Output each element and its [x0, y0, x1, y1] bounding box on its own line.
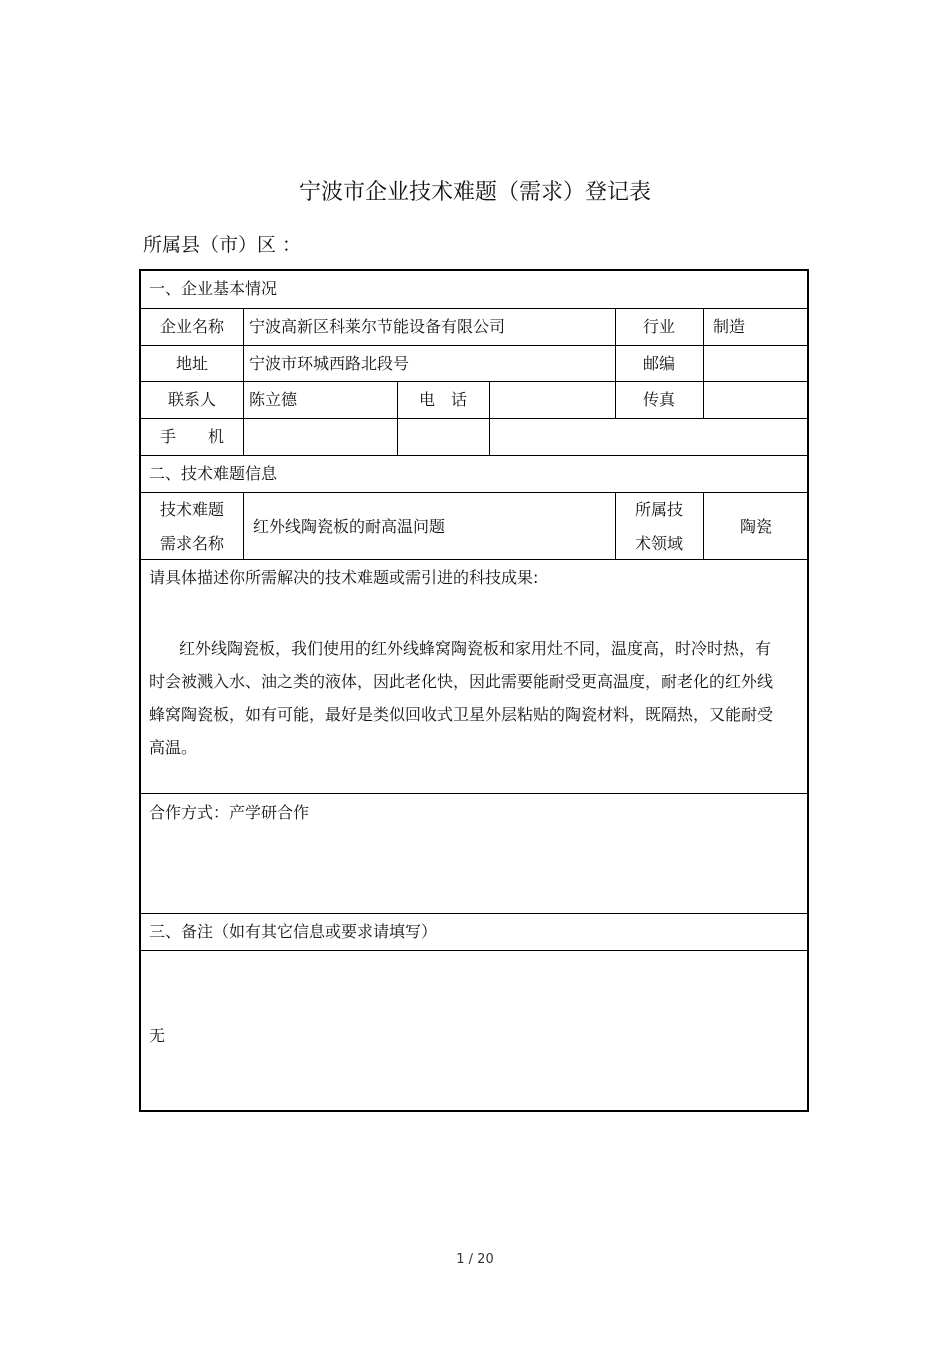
problem-description: 红外线陶瓷板，我们使用的红外线蜂窝陶瓷板和家用灶不同，温度高，时冷时热，有时会被溅入水、油之类的液体，因此老化快，因此需要能耐受更高温度，耐老化的红外线蜂窝陶瓷板，如有可能，最好是类似回收式卫星外层粘贴的陶瓷材料，既隔热，又能耐受高温。: [149, 639, 774, 757]
phone-label: 电 话: [418, 390, 467, 409]
address-label: 地址: [175, 354, 208, 373]
describe-prompt: 请具体描述你所需解决的技术难题或需引进的科技成果:: [149, 568, 539, 587]
district-label: 所属县（市）区 ：: [143, 234, 302, 256]
row-divider: [141, 455, 807, 456]
section-basic-info: 一、企业基本情况: [149, 279, 278, 298]
row-divider: [141, 492, 807, 493]
industry-label: 行业: [642, 317, 675, 336]
col-divider: [703, 308, 704, 418]
page-number: 1 / 20: [456, 1252, 494, 1267]
problem-name-label-line1: 技术难题: [159, 500, 224, 519]
problem-name-value: 红外线陶瓷板的耐高温问题: [253, 517, 446, 536]
form-title: 宁波市企业技术难题（需求）登记表: [298, 180, 651, 205]
address-value: 宁波市环城西路北段号: [249, 354, 410, 373]
row-divider: [141, 559, 807, 560]
field-value: 陶瓷: [739, 517, 772, 536]
cooperation-mode: 合作方式：产学研合作: [149, 803, 310, 822]
contact-value: 陈立德: [249, 390, 298, 409]
registration-form: [139, 269, 809, 1112]
company-name-value: 宁波高新区科莱尔节能设备有限公司: [249, 317, 506, 336]
field-label-line1: 所属技: [634, 500, 683, 519]
postcode-label: 邮编: [642, 354, 675, 373]
problem-name-label-line2: 需求名称: [159, 534, 224, 553]
row-divider: [141, 418, 807, 419]
row-divider: [141, 308, 807, 309]
row-divider: [141, 913, 807, 914]
fax-label: 传真: [642, 390, 675, 409]
row-divider: [141, 381, 807, 382]
contact-label: 联系人: [167, 390, 216, 409]
col-divider: [243, 308, 244, 455]
field-label-line2: 术领域: [634, 534, 683, 553]
row-divider: [141, 345, 807, 346]
industry-value: 制造: [713, 317, 746, 336]
col-divider: [489, 381, 490, 455]
col-divider: [243, 492, 244, 559]
row-divider: [141, 950, 807, 951]
section-problem-info: 二、技术难题信息: [149, 464, 278, 483]
remark-value: 无: [149, 1026, 166, 1045]
mobile-label: 手 机: [159, 427, 224, 446]
row-divider: [141, 793, 807, 794]
company-name-label: 企业名称: [159, 317, 224, 336]
section-remarks: 三、备注（如有其它信息或要求请填写）: [149, 922, 438, 941]
